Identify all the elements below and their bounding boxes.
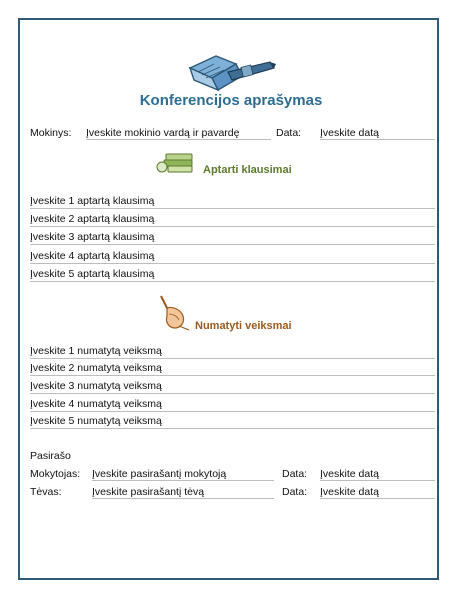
page-title: Konferencijos aprašymas: [139, 92, 323, 109]
parent-date-value: Įveskite datą: [320, 486, 379, 498]
student-date-label: Data:: [276, 127, 302, 139]
student-label: Mokinys:: [30, 127, 72, 139]
parent-label: Tėvas:: [30, 486, 62, 498]
actions-heading: Numatyti veiksmai: [195, 320, 292, 332]
teacher-date-label: Data:: [282, 468, 308, 480]
teacher-signature-value: Įveskite pasirašantį mokytoją: [92, 468, 227, 480]
teacher-date-field[interactable]: [320, 467, 435, 481]
action-item-1[interactable]: Įveskite 1 numatytą veiksmą: [30, 344, 435, 359]
discussed-item-4[interactable]: Įveskite 4 aptartą klausimą: [30, 249, 435, 264]
action-item-4[interactable]: Įveskite 4 numatytą veiksmą: [30, 397, 435, 412]
discussed-item-1[interactable]: Įveskite 1 aptartą klausimą: [30, 194, 435, 209]
action-item-3[interactable]: Įveskite 3 numatytą veiksmą: [30, 379, 435, 394]
discussed-item-2[interactable]: Įveskite 2 aptartą klausimą: [30, 212, 435, 227]
student-date-field[interactable]: [320, 126, 435, 140]
parent-date-label: Data:: [282, 486, 308, 498]
parent-signature-value: Įveskite pasirašantį tėvą: [92, 486, 205, 498]
action-item-5[interactable]: Įveskite 5 numatytą veiksmą: [30, 414, 435, 429]
hand-writing-icon: [155, 292, 191, 332]
book-pen-icon: [186, 50, 278, 92]
action-item-2[interactable]: Įveskite 2 numatytą veiksmą: [30, 361, 435, 376]
teacher-label: Mokytojas:: [30, 468, 81, 480]
student-name-field[interactable]: [86, 126, 271, 140]
teacher-date-value: Įveskite datą: [320, 468, 379, 480]
books-icon: [156, 150, 196, 174]
parent-signature-field[interactable]: [92, 485, 274, 499]
student-date-value: Įveskite datą: [320, 127, 379, 139]
discussed-item-5[interactable]: Įveskite 5 aptartą klausimą: [30, 267, 435, 282]
teacher-signature-field[interactable]: [92, 467, 274, 481]
parent-date-field[interactable]: [320, 485, 435, 499]
discussed-item-3[interactable]: Įveskite 3 aptartą klausimą: [30, 230, 435, 245]
signatures-heading: Pasirašo: [30, 450, 71, 462]
discussed-heading: Aptarti klausimai: [203, 164, 292, 176]
student-name-value: Įveskite mokinio vardą ir pavardę: [86, 127, 240, 139]
